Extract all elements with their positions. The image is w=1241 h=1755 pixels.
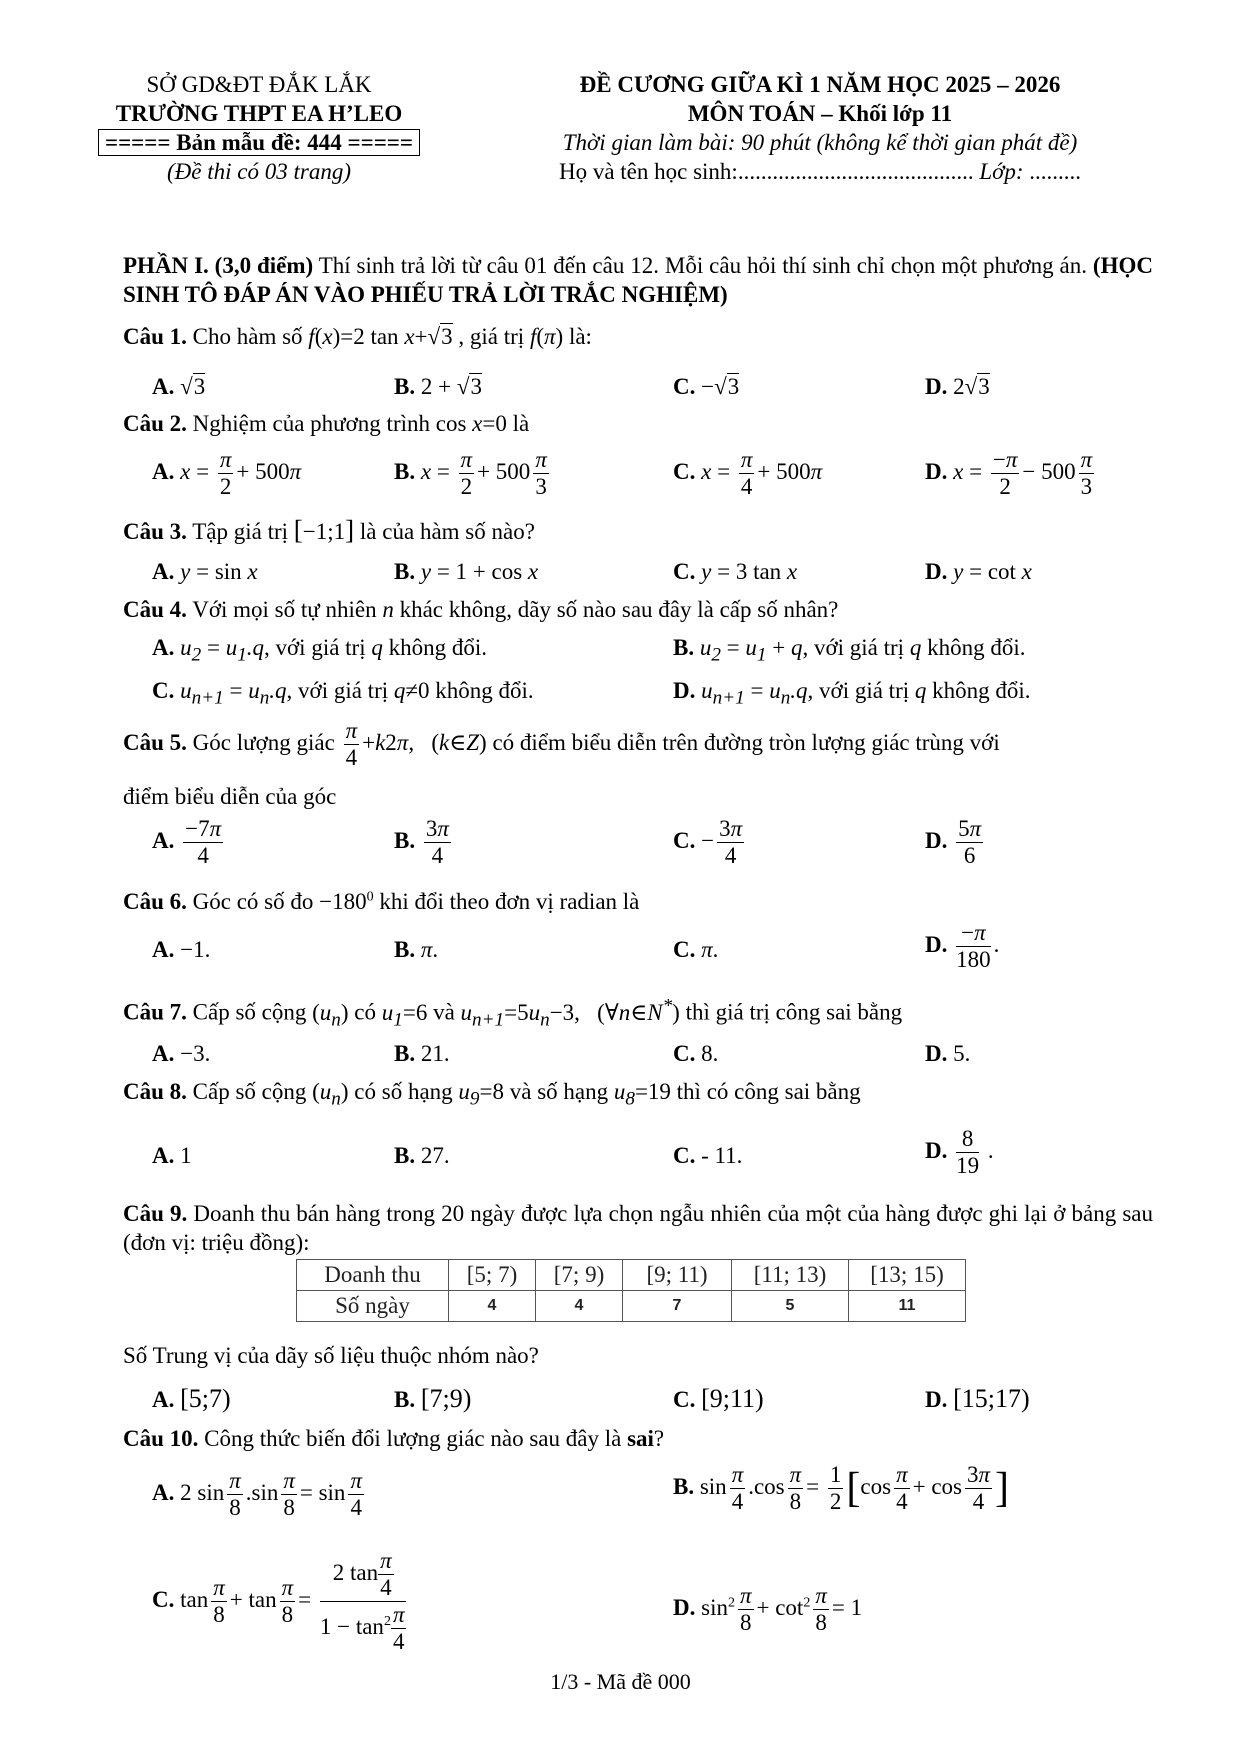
- question-text: Góc có số đo: [186, 889, 320, 914]
- table-cell: 4: [449, 1291, 536, 1322]
- math-expression: $\frac{3\pi}{4}$: [425, 816, 449, 868]
- q3-option-b[interactable]: [394, 558, 538, 587]
- question-2: [123, 410, 1153, 439]
- math-expression: $u_{n+1} = u_n.q$: [701, 678, 808, 709]
- math-expression: y = 1 + cos x: [420, 559, 539, 584]
- math-expression: $\frac{-7\pi}{4}$: [185, 816, 222, 868]
- option-label: C.: [673, 458, 696, 484]
- revenue-table: [296, 1259, 966, 1322]
- option-label: B.: [394, 827, 416, 853]
- math-expression: $u_{n+1}=5u_n-3$, (∀n∈N*): [460, 995, 680, 1031]
- q6-option-d[interactable]: [925, 920, 999, 973]
- math-expression: $u_8=19$: [613, 1079, 671, 1110]
- class-field[interactable]: .........: [1029, 159, 1082, 184]
- option-label: A.: [152, 1143, 175, 1168]
- option-text: [7;9): [420, 1384, 472, 1413]
- math-expression: 2 sin $\frac{\pi}{8}$ .sin $\frac{\pi}{8}$ = sin $\frac{\pi}{4}$: [180, 1468, 362, 1520]
- exam-title: ĐỀ CƯƠNG GIỮA KÌ 1 NĂM HỌC 2025 – 2026: [579, 72, 1061, 97]
- math-expression: cos x=0: [435, 411, 507, 436]
- department-name: SỞ GD&ĐT ĐẮK LẮK: [146, 72, 372, 97]
- math-variable: q: [371, 635, 383, 660]
- question-text: khi đổi theo đơn vị radian là: [373, 889, 640, 914]
- q5-option-d[interactable]: [925, 816, 986, 869]
- part1-note: (HỌC SINH TÔ ĐÁP ÁN VÀO PHIẾU TRẢ LỜI TRẮC NGHIỆM): [123, 253, 1153, 307]
- option-text: [9;11): [701, 1384, 764, 1413]
- math-expression: π.: [701, 937, 719, 962]
- q3-option-a[interactable]: [152, 558, 258, 587]
- option-text: [15;17): [953, 1384, 1030, 1413]
- option-label: A.: [152, 559, 175, 584]
- table-cell: 5: [732, 1291, 849, 1322]
- student-name-label: Họ và tên học sinh:: [558, 159, 738, 184]
- math-expression: y = cot x: [953, 559, 1032, 584]
- option-text: [5;7): [180, 1384, 231, 1413]
- option-label: A.: [152, 458, 175, 484]
- question-text: Với mọi số tự nhiên: [186, 597, 383, 622]
- question-text: Cấp số cộng: [186, 999, 313, 1025]
- q9-option-d[interactable]: [925, 1383, 1030, 1416]
- math-expression: $(u_n)$: [312, 999, 349, 1031]
- question-5: [123, 718, 1153, 771]
- table-cell: [11; 13): [732, 1260, 849, 1291]
- math-expression: 2 + √3: [420, 374, 482, 399]
- option-label: A.: [152, 1041, 175, 1066]
- table-row: [297, 1260, 966, 1291]
- q6-option-a[interactable]: [152, 936, 210, 965]
- math-expression: $\frac{-\pi}{180}$ .: [956, 920, 1000, 972]
- student-info-line: [470, 157, 1170, 186]
- option-label: A.: [152, 1479, 175, 1505]
- option-text: 5.: [953, 1041, 971, 1066]
- q4-option-a[interactable]: [152, 634, 487, 668]
- math-expression: $u_{n+1} = u_n.q$: [180, 678, 287, 709]
- q2-option-d[interactable]: [925, 447, 1097, 500]
- question-text: có điểm biểu diễn trên đường tròn lượng giác trùng với: [486, 729, 1000, 755]
- q8-option-b[interactable]: [394, 1142, 450, 1171]
- math-expression: −1.: [180, 937, 211, 962]
- question-label: Câu 7.: [123, 999, 187, 1025]
- student-name-field[interactable]: .........................................: [737, 159, 974, 184]
- table-cell: 7: [623, 1291, 732, 1322]
- school-name: TRƯỜNG THPT EA H’LEO: [115, 101, 403, 126]
- question-text: Cho hàm số: [186, 324, 309, 349]
- math-expression: [−1;1]: [293, 515, 355, 545]
- option-label: B.: [673, 635, 695, 660]
- option-text: không đổi.: [382, 635, 487, 660]
- table-header-cell: Số ngày: [297, 1291, 449, 1322]
- math-expression: −√3: [701, 374, 740, 399]
- option-text: 1: [180, 1143, 192, 1168]
- option-label: C.: [152, 1586, 175, 1612]
- question-text: Doanh thu bán hàng trong 20 ngày được lựa chọn ngẫu nhiên của một của hàng được ghi lại ở bảng sau (đơn vị: triệu đồng):: [123, 1201, 1153, 1255]
- q5-option-b[interactable]: [394, 816, 454, 869]
- question-text: và số hạng: [503, 1079, 614, 1104]
- question-text: Tập giá trị: [186, 519, 294, 544]
- question-label: Câu 8.: [123, 1079, 187, 1104]
- question-text: thì giá trị công sai bằng: [679, 999, 903, 1025]
- math-expression: $u_2 = u_1.q$: [180, 635, 265, 666]
- time-note: Thời gian làm bài: 90 phút (không kể thời gian phát đề): [562, 130, 1078, 155]
- class-label: Lớp:: [979, 159, 1024, 184]
- option-label: D.: [925, 374, 948, 399]
- q1-option-b[interactable]: [394, 373, 482, 402]
- option-text: , với giá trị: [802, 635, 910, 660]
- q6-option-c[interactable]: [673, 936, 718, 965]
- math-expression: y = 3 tan x: [701, 559, 798, 584]
- math-expression: $u_1=6$: [381, 999, 428, 1031]
- q7-option-d[interactable]: [925, 1040, 970, 1069]
- question-1: [123, 323, 1153, 352]
- question-label: Câu 6.: [123, 889, 187, 914]
- q7-option-c[interactable]: [673, 1040, 718, 1069]
- question-text: khác không, dãy số nào sau đây là cấp số nhân?: [393, 597, 839, 622]
- option-text: , với giá trị: [807, 678, 915, 703]
- option-text: 21.: [420, 1041, 450, 1066]
- q4-option-d[interactable]: [673, 677, 1031, 711]
- option-label: C.: [673, 1387, 696, 1412]
- math-expression: 2√3: [953, 374, 990, 399]
- option-text: không đổi.: [921, 635, 1026, 660]
- math-expression: tan $\frac{\pi}{8}$ + tan $\frac{\pi}{8}$ = 2 tan $\frac{\pi}{4}$ $1 - \tan^2$ $\frac{\pi}{4}$: [180, 1548, 405, 1654]
- option-label: A.: [152, 374, 175, 399]
- page-count-note: (Đề thi có 03 trang): [167, 159, 351, 184]
- option-label: D.: [925, 458, 948, 484]
- q7-option-a[interactable]: [152, 1040, 210, 1069]
- q1-option-c[interactable]: [673, 373, 739, 402]
- question-label: Câu 3.: [123, 519, 187, 544]
- option-label: D.: [925, 1137, 948, 1163]
- option-label: D.: [925, 559, 948, 584]
- option-text: không đổi.: [926, 678, 1031, 703]
- option-text: , với giá trị: [264, 635, 372, 660]
- table-row: [297, 1291, 966, 1322]
- question-label: Câu 2.: [123, 411, 187, 436]
- option-text: 8.: [701, 1041, 719, 1066]
- math-expression: x = $\frac{\pi}{2}$ + 500π: [180, 447, 302, 499]
- q3-option-d[interactable]: [925, 558, 1032, 587]
- option-label: C.: [673, 374, 696, 399]
- table-header-cell: Doanh thu: [297, 1260, 449, 1291]
- math-expression: f(x)=2 tan x+√3: [308, 324, 453, 349]
- math-expression: x = $\frac{\pi}{2}$ + 500 $\frac{\pi}{3}$: [420, 447, 547, 499]
- table-cell: 11: [849, 1291, 966, 1322]
- option-label: D.: [925, 827, 948, 853]
- question-5-continued: điểm biểu diễn của góc: [123, 784, 337, 809]
- question-9-prompt: Số Trung vị của dãy số liệu thuộc nhóm nào?: [123, 1343, 539, 1368]
- question-text: Cấp số cộng: [186, 1079, 313, 1104]
- math-expression: √3: [180, 374, 206, 399]
- question-text: Góc lượng giác: [186, 729, 341, 755]
- question-text: , giá trị: [452, 324, 530, 349]
- subject-title: MÔN TOÁN – Khối lớp 11: [687, 101, 953, 126]
- option-text: −3.: [180, 1041, 211, 1066]
- math-expression: $u_9=8$: [458, 1079, 504, 1110]
- option-label: C.: [673, 1143, 696, 1168]
- option-label: A.: [152, 1387, 175, 1412]
- math-expression: y = sin x: [180, 559, 258, 584]
- q8-option-c[interactable]: [673, 1142, 742, 1171]
- q5-option-a[interactable]: [152, 816, 226, 869]
- option-label: C.: [673, 1041, 696, 1066]
- question-9: [123, 1200, 1153, 1258]
- q7-option-b[interactable]: [394, 1040, 450, 1069]
- question-label: Câu 9.: [123, 1201, 188, 1226]
- option-label: B.: [673, 1473, 695, 1499]
- q10-option-d[interactable]: [673, 1583, 862, 1636]
- q1-option-a[interactable]: [152, 373, 205, 402]
- math-variable: q: [909, 635, 922, 660]
- math-expression: $\frac{\pi}{4}$ +k2π, (k∈Z): [345, 718, 487, 770]
- table-cell: [13; 15): [849, 1260, 966, 1291]
- math-expression: $\frac{5\pi}{6}$: [958, 816, 982, 868]
- q5-option-c[interactable]: [673, 816, 747, 869]
- question-text: là: [506, 411, 530, 436]
- question-label: Câu 1.: [123, 324, 187, 349]
- part1-title: PHẦN I. (3,0 điểm): [123, 253, 314, 278]
- question-6: [123, 888, 1153, 917]
- q9-option-a[interactable]: [152, 1383, 231, 1416]
- q6-option-b[interactable]: [394, 936, 438, 965]
- option-label: D.: [925, 931, 948, 957]
- sample-code-box: ===== Bản mẫu đề: 444 =====: [98, 129, 420, 156]
- math-expression: $-180^0$: [319, 889, 374, 914]
- q8-option-a[interactable]: [152, 1142, 192, 1171]
- question-7: [123, 994, 1153, 1032]
- option-text: , với giá trị: [286, 678, 394, 703]
- question-text: có: [348, 999, 382, 1025]
- option-label: A.: [152, 827, 175, 853]
- option-label: B.: [394, 1387, 416, 1412]
- table-cell: 4: [536, 1291, 623, 1322]
- q1-option-d[interactable]: [925, 373, 990, 402]
- q2-option-a[interactable]: [152, 447, 301, 500]
- math-expression: f(π): [529, 324, 564, 349]
- math-variable: n: [382, 597, 394, 622]
- table-cell: [5; 7): [449, 1260, 536, 1291]
- option-label: C.: [152, 678, 175, 703]
- question-label: Câu 5.: [123, 729, 187, 755]
- question-emphasis: sai: [627, 1426, 654, 1451]
- math-expression: $(u_n)$: [312, 1079, 349, 1110]
- math-expression: q≠0: [393, 678, 430, 703]
- option-text: - 11.: [701, 1143, 743, 1168]
- option-label: D.: [925, 1387, 948, 1412]
- question-text: là của hàm số nào?: [354, 519, 535, 544]
- q3-option-c[interactable]: [673, 558, 797, 587]
- option-label: A.: [152, 937, 175, 962]
- question-3: [123, 514, 1153, 548]
- math-expression: $\frac{8}{19}$ .: [956, 1126, 994, 1178]
- question-4: [123, 596, 1153, 625]
- math-expression: $u_2 = u_1 + q$: [699, 635, 803, 666]
- part1-instructions: [123, 252, 1153, 310]
- question-text: và: [427, 999, 461, 1025]
- q9-option-b[interactable]: [394, 1383, 471, 1416]
- question-8: [123, 1078, 1153, 1112]
- math-expression: sin $\frac{\pi}{4}$ .cos $\frac{\pi}{8}$ = $\frac{1}{2}$ [cos $\frac{\pi}{4}$ + cos $\frac{3\pi}{4}$ ]: [699, 1462, 1010, 1514]
- header-left: [78, 70, 440, 186]
- math-expression: − $\frac{3\pi}{4}$: [701, 816, 743, 868]
- option-label: B.: [394, 937, 416, 962]
- q10-option-a[interactable]: [152, 1468, 367, 1521]
- option-label: C.: [673, 827, 696, 853]
- option-text: không đổi.: [429, 678, 534, 703]
- question-text: là:: [563, 324, 592, 349]
- option-label: B.: [394, 1041, 416, 1066]
- option-label: B.: [394, 374, 416, 399]
- q9-option-c[interactable]: [673, 1383, 764, 1416]
- option-label: B.: [394, 559, 416, 584]
- q4-option-c[interactable]: [152, 677, 534, 711]
- math-variable: q: [914, 678, 927, 703]
- option-label: B.: [394, 458, 416, 484]
- option-label: B.: [394, 1143, 416, 1168]
- option-label: A.: [152, 635, 175, 660]
- math-expression: π.: [420, 937, 439, 962]
- question-text: Công thức biến đổi lượng giác nào sau đây là: [198, 1426, 628, 1451]
- option-label: C.: [673, 937, 696, 962]
- math-expression: x = $\frac{\pi}{4}$ + 500π: [701, 447, 823, 499]
- option-label: D.: [673, 678, 696, 703]
- q2-option-b[interactable]: [394, 447, 552, 500]
- q10-option-b[interactable]: [673, 1462, 1009, 1515]
- header-right: [470, 70, 1170, 186]
- question-label: Câu 4.: [123, 597, 187, 622]
- table-cell: [7; 9): [536, 1260, 623, 1291]
- option-text: 27.: [420, 1143, 450, 1168]
- option-label: D.: [925, 1041, 948, 1066]
- option-label: C.: [673, 559, 696, 584]
- q4-option-b[interactable]: [673, 634, 1025, 668]
- question-10: [123, 1425, 1153, 1454]
- question-text: có số hạng: [348, 1079, 459, 1104]
- part1-instruction: Thí sinh trả lời từ câu 01 đến câu 12. Mỗi câu hỏi thí sinh chỉ chọn một phương án.: [313, 253, 1093, 278]
- question-label: Câu 10.: [123, 1426, 199, 1451]
- question-text: ?: [653, 1426, 665, 1451]
- math-expression: x = $\frac{-\pi}{2}$ − 500 $\frac{\pi}{3}$: [953, 447, 1093, 499]
- q8-option-d[interactable]: [925, 1126, 994, 1179]
- question-text: Nghiệm của phương trình: [186, 411, 436, 436]
- q10-option-c[interactable]: [152, 1548, 409, 1655]
- math-expression: $\sin^2$ $\frac{\pi}{8}$ + $\cot^2$ $\frac{\pi}{8}$ = 1: [701, 1583, 863, 1635]
- page-footer: 1/3 - Mã đề 000: [550, 1669, 691, 1694]
- question-text: thì có công sai bằng: [670, 1079, 861, 1104]
- q2-option-c[interactable]: [673, 447, 822, 500]
- table-cell: [9; 11): [623, 1260, 732, 1291]
- option-label: D.: [673, 1594, 696, 1620]
